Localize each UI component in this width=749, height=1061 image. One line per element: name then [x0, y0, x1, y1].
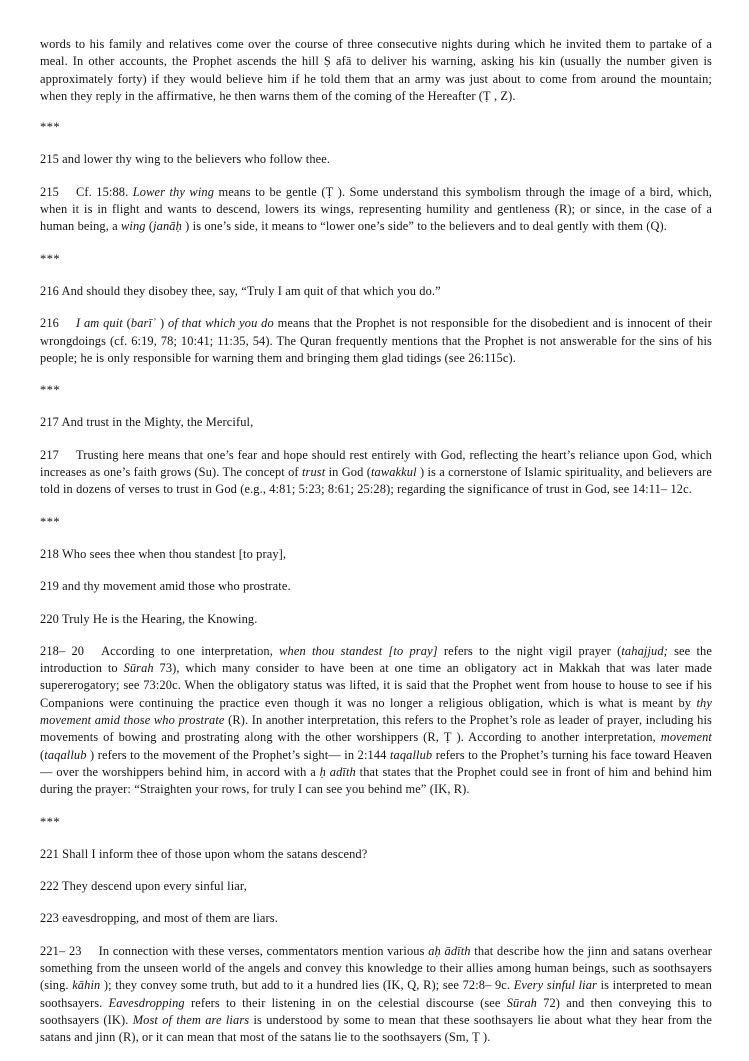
commentary-218-text-1: According to one interpretation,: [101, 643, 280, 658]
commentary-217-text-1: Trusting here means that one’s fear and hope should rest entirely with God, reflecting the heart’s reliance upon God, which increases as one’s faith grows (Su). The concept of: [40, 447, 712, 480]
verse-group-221-223: [40, 846, 712, 928]
commentary-218-text-7: ) refers to the movement of the Prophet’s sight— in 2:144: [86, 747, 390, 762]
section-separator: ***: [40, 514, 61, 529]
section-separator: ***: [40, 814, 61, 829]
commentary-218-text-2: refers to the night vigil prayer (: [437, 643, 622, 658]
verse-line-217: 217 And trust in the Mighty, the Merciful,: [40, 415, 254, 430]
commentary-218-italic-4: thy movement amid those who prostrate: [40, 695, 712, 728]
commentary-217: [40, 447, 712, 499]
section-separator: ***: [40, 120, 61, 135]
commentary-218-italic-7: taqallub: [389, 747, 433, 762]
commentary-221-text-6: 72) and then conveying this to soothsayers (IK).: [40, 995, 713, 1027]
commentary-216-italic-1: I am quit: [75, 316, 123, 331]
commentary-215-italic-2: wing: [121, 219, 146, 234]
commentary-216-text-1: (: [122, 316, 131, 331]
commentary-215: [40, 184, 712, 236]
commentary-215-text-1: Cf. 15:88.: [75, 184, 133, 199]
verse-line-216: 216 And should they disobey thee, say, “Truly I am quit of that which you do.”: [40, 283, 441, 298]
commentary-218-text-3: see the introduction to: [40, 643, 712, 676]
commentary-221-italic-1: aḥ ādīth: [428, 943, 471, 958]
commentary-218-text-8: refers to the Prophet’s turning his face toward Heaven— over the worshippers behind him, in accord with a: [40, 747, 713, 779]
commentary-221-italic-2: kāhin: [72, 978, 101, 993]
commentary-216-text-2: ): [156, 316, 169, 331]
verse-line-218: 218 Who sees thee when thou standest [to pray],: [40, 546, 287, 561]
section-separator: ***: [40, 251, 61, 266]
section-separator: ***: [40, 383, 61, 398]
commentary-221-text-2: that describe how the jinn and satans overhear something from the unseen world of the angels and convey this knowledge to their allies among human beings, such as soothsayers (sing.: [40, 943, 712, 993]
commentary-216-italic-3: of that which you do: [168, 316, 274, 331]
commentary-218-italic-2: tahajjud;: [621, 643, 668, 658]
commentary-218-italic-3: Sūrah: [123, 661, 154, 676]
commentary-218-italic-5: movement: [660, 730, 712, 745]
commentary-218-italic-1: when thou standest [to pray]: [279, 643, 438, 658]
verse-line-215: 215 and lower thy wing to the believers who follow thee.: [40, 152, 331, 167]
commentary-221-italic-4: Eavesdropping: [108, 995, 185, 1010]
commentary-ref-217: 217: [40, 447, 59, 462]
verse-group-218-220: [40, 546, 712, 628]
commentary-218-italic-6: taqallub: [44, 747, 87, 762]
commentary-215-italic-3: janāḥ: [153, 219, 182, 234]
commentary-221-text-7: is understood by some to mean that these soothsayers lie about what they hear from the satans and jinn (R), or it can mean that most of the satans lie to the soothsayers (Sm, Ṭ ).: [40, 1012, 713, 1045]
opening-paragraph: words to his family and relatives come over the course of three consecutive nights during which he invited them to partake of a meal. In other accounts, the Prophet ascends the hill Ṣ afā to deliver his warning, asking his kin (usually the number given is approximately forty) if they would believe him if he told them that an army was just about to come from around the mountain; when they reply in the affirmative, he then warns them of the coming of the Hereafter (Ṭ , Z).: [40, 37, 712, 103]
commentary-218-italic-8: ḥ adīth: [319, 764, 356, 779]
commentary-221-text-3: ); they convey some truth, but add to it a hundred lies (IK, Q, R); see 72:8– 9c.: [100, 978, 514, 993]
commentary-221-text-4: is interpreted to mean soothsayers.: [40, 978, 712, 1010]
commentary-215-italic-1: Lower thy wing: [132, 184, 215, 199]
commentary-217-italic-1: trust: [301, 465, 326, 480]
commentary-218-text-9: that states that the Prophet could see in front of him and behind him during the prayer: “Straighten your rows, for truly I can see you behind me” (IK, R).: [40, 764, 712, 797]
commentary-216-italic-2: barīʾ: [130, 316, 157, 331]
commentary-221-223: [40, 943, 712, 1047]
commentary-ref-218-220: 218– 20: [40, 643, 85, 658]
commentary-ref-216: 216: [40, 316, 59, 331]
commentary-216-text-3: means that the Prophet is not responsible for the disobedient and is innocent of their wrongdoings (cf. 6:19, 78; 10:41; 11:35, 54). The Quran frequently mentions that the Prophet is not answerable for the sins of his people; he is only responsible for warning them and bringing them glad tidings (see 26:115c).: [40, 316, 712, 365]
commentary-217-italic-2: tawakkul: [370, 465, 417, 480]
commentary-ref-215: 215: [40, 184, 59, 199]
commentary-215-text-2: means to be gentle (Ṭ ). Some understand this symbolism through the image of a bird, which, when it is in flight and wants to descend, lowers its wings, representing humility and gentleness (R); or since, in the case of a human being, a: [40, 184, 712, 234]
commentary-216: [40, 315, 712, 367]
commentary-218-text-4: 73), which many consider to have been at one time an obligatory act in Makkah that was later made supererogatory; see 73:20c. When the obligatory status was lifted, it is said that the Prophet went from house to house to see if his Companions were continuing the practice even though it was no longer a religious obligation, which is what is meant by: [40, 661, 712, 710]
verse-line-222: 222 They descend upon every sinful liar,: [40, 879, 247, 894]
commentary-221-italic-5: Sūrah: [506, 995, 537, 1010]
verse-line-223: 223 eavesdropping, and most of them are liars.: [40, 911, 278, 926]
commentary-217-text-3: ) is a cornerstone of Islamic spirituality, and believers are told in dozens of verses to trust in God (e.g., 4:81; 5:23; 8:61; 25:28); regarding the significance of trust in God, see 14:11– 12c.: [40, 465, 712, 497]
verse-line-219: 219 and thy movement amid those who prostrate.: [40, 579, 291, 594]
commentary-ref-221-223: 221– 23: [40, 943, 82, 958]
commentary-221-text-5: refers to their listening in on the celestial discourse (see: [184, 995, 507, 1010]
verse-line-221: 221 Shall I inform thee of those upon whom the satans descend?: [40, 846, 368, 861]
verse-line-220: 220 Truly He is the Hearing, the Knowing.: [40, 611, 258, 626]
commentary-218-text-5: (R). In another interpretation, this refers to the Prophet’s role as leader of prayer, including his movements of bowing and prostrating along with the other worshippers (R, Ṭ ). According to another interpretation,: [40, 713, 712, 745]
commentary-221-italic-6: Most of them are liars: [132, 1012, 250, 1027]
commentary-218-220: [40, 643, 712, 799]
commentary-215-text-3: (: [145, 219, 154, 234]
commentary-221-text-1: In connection with these verses, commentators mention various: [98, 943, 429, 958]
commentary-221-italic-3: Every sinful liar: [513, 978, 598, 993]
commentary-218-text-6: (: [40, 747, 45, 762]
commentary-215-text-4: ) is one’s side, it means to “lower one’s side” to the believers and to deal gently with them (Q).: [181, 219, 668, 234]
commentary-217-text-2: in God (: [325, 465, 371, 480]
